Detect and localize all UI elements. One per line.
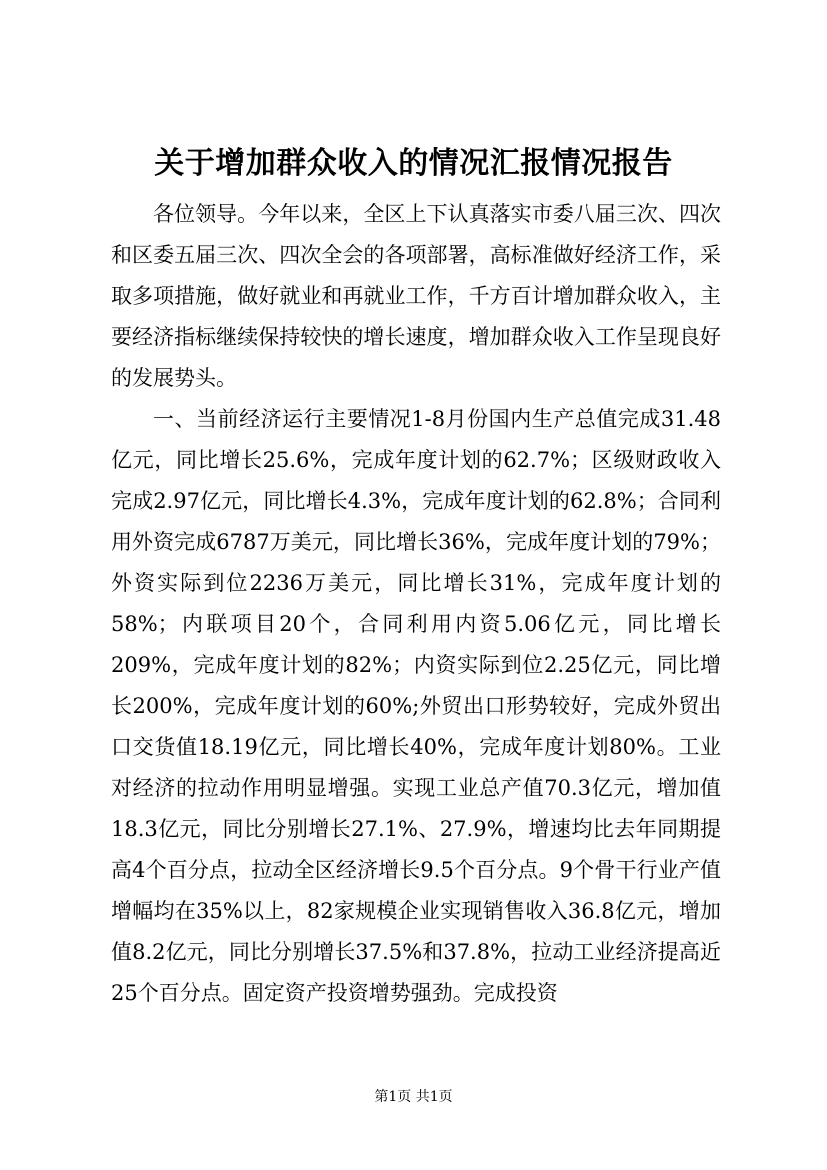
paragraph-greeting: 各位领导。今年以来，全区上下认真落实市委八届三次、四次和区委五届三次、四次全会的各项部署，高标准做好经济工作，采取多项措施，做好就业和再就业工作，千方百计增加群众收入，主要经济指标继续保持较快的增长速度，增加群众收入工作呈现良好的发展势头。 bbox=[111, 202, 721, 390]
document-title: 关于增加群众收入的情况汇报情况报告 bbox=[154, 146, 673, 181]
document-body bbox=[111, 194, 721, 1014]
page-footer: 第1页 共1页 bbox=[374, 1089, 453, 1105]
paragraph-economic-situation: 一、当前经济运行主要情况1-8月份国内生产总值完成31.48亿元，同比增长25.6%，完成年度计划的62.7%；区级财政收入完成2.97亿元，同比增长4.3%，完成年度计划的62.8%；合同利用外资完成6787万美元，同比增长36%，完成年度计划的79%；外资实际到位2236万美元，同比增长31%，完成年度计划的58%；内联项目20个，合同利用内资5.06亿元，同比增长209%，完成年度计划的82%；内资实际到位2.25亿元，同比增长200%，完成年度计划的60%;外贸出口形势较好，完成外贸出口交货值18.19亿元，同比增长40%，完成年度计划80%。工业对经济的拉动作用明显增强。实现工业总产值70.3亿元，增加值18.3亿元，同比分别增长27.1%、27.9%，增速均比去年同期提高4个百分点，拉动全区经济增长9.5个百分点。9个骨干行业产值增幅均在35%以上，82家规模企业实现销售收入36.8亿元，增加值8.2亿元，同比分别增长37.5%和37.8%，拉动工业经济提高近25个百分点。固定资产投资增势强劲。完成投资 bbox=[111, 407, 721, 1005]
